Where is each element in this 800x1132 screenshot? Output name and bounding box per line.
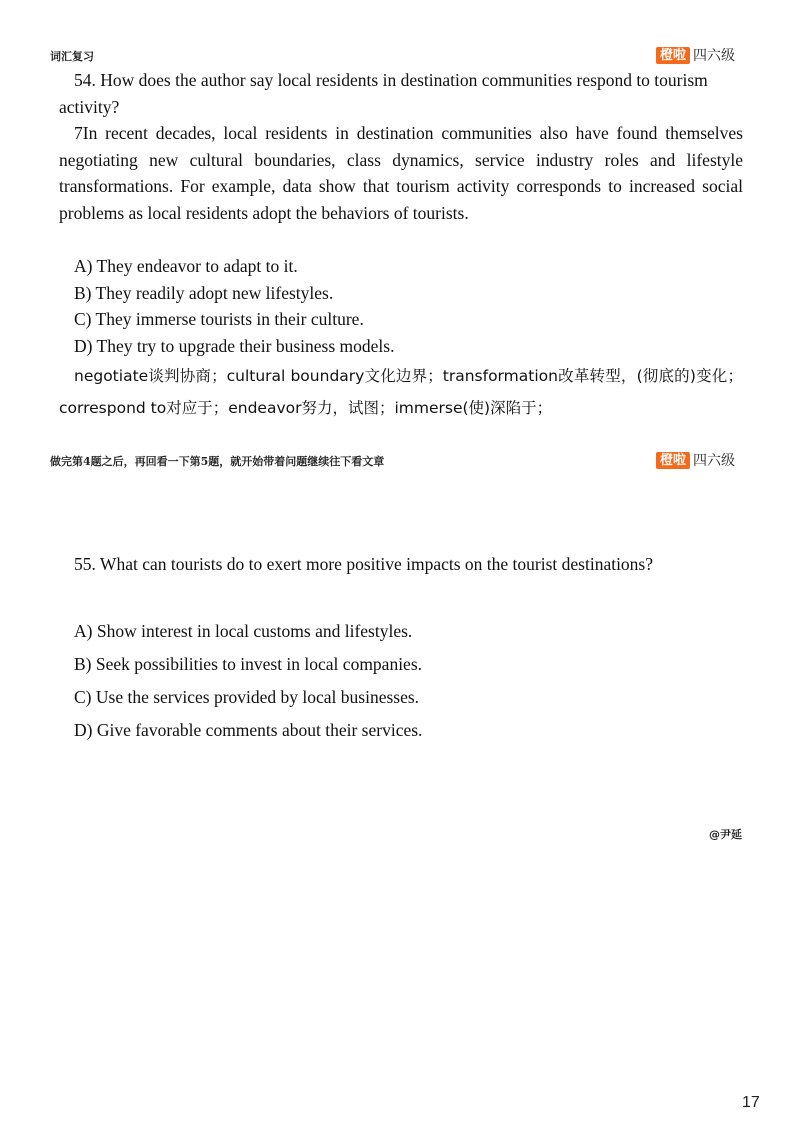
section-label: 词汇复习 (50, 50, 94, 63)
page-number: 17 (742, 1094, 760, 1111)
q54-option-a: A) They endeavor to adapt to it. (74, 256, 298, 276)
brand-tag: 橙啦 (656, 452, 690, 469)
brand-text: 四六级 (693, 48, 736, 64)
q54-question: 54. How does the author say local residents in destination communities respond to tourism activity? (59, 70, 708, 117)
q54-option-c: C) They immerse tourists in their culture. (74, 309, 364, 329)
brand-text: 四六级 (693, 453, 736, 469)
q55-question: 55. What can tourists do to exert more positive impacts on the tourist destinations? (74, 554, 654, 574)
q54-passage: 7In recent decades, local residents in destination communities also have found themselves negotiating new cultural boundaries, class dynamics, service industry roles and lifestyle transformations. For example, data show that tourism activity corresponds to increased social problems as local residents adopt the behaviors of tourists. (59, 123, 743, 223)
q54-vocab-notes: negotiate谈判协商；cultural boundary文化边界；transformation改革转型，(彻底的)变化；correspond to对应于；endeavor努力，试图；immerse(使)深陷于； (59, 367, 743, 417)
brand-tag: 橙啦 (656, 47, 690, 64)
brand-logo (656, 45, 735, 65)
q55-option-a: A) Show interest in local customs and lifestyles. (74, 621, 413, 641)
q55-option-b: B) Seek possibilities to invest in local companies. (74, 654, 423, 674)
author-label: @尹延 (709, 828, 742, 841)
q54-option-b: B) They readily adopt new lifestyles. (74, 282, 334, 303)
q54-option-d: D) They try to upgrade their business models. (74, 335, 395, 356)
q55-option-d: D) Give favorable comments about their services. (74, 720, 423, 740)
q55-option-c: C) Use the services provided by local businesses. (74, 687, 420, 707)
brand-logo-mid (656, 450, 735, 470)
q55-options (74, 615, 422, 747)
q54-options (74, 253, 394, 359)
reading-instruction: 做完第4题之后，再回看一下第5题，就开始带着问题继续往下看文章 (50, 455, 385, 468)
